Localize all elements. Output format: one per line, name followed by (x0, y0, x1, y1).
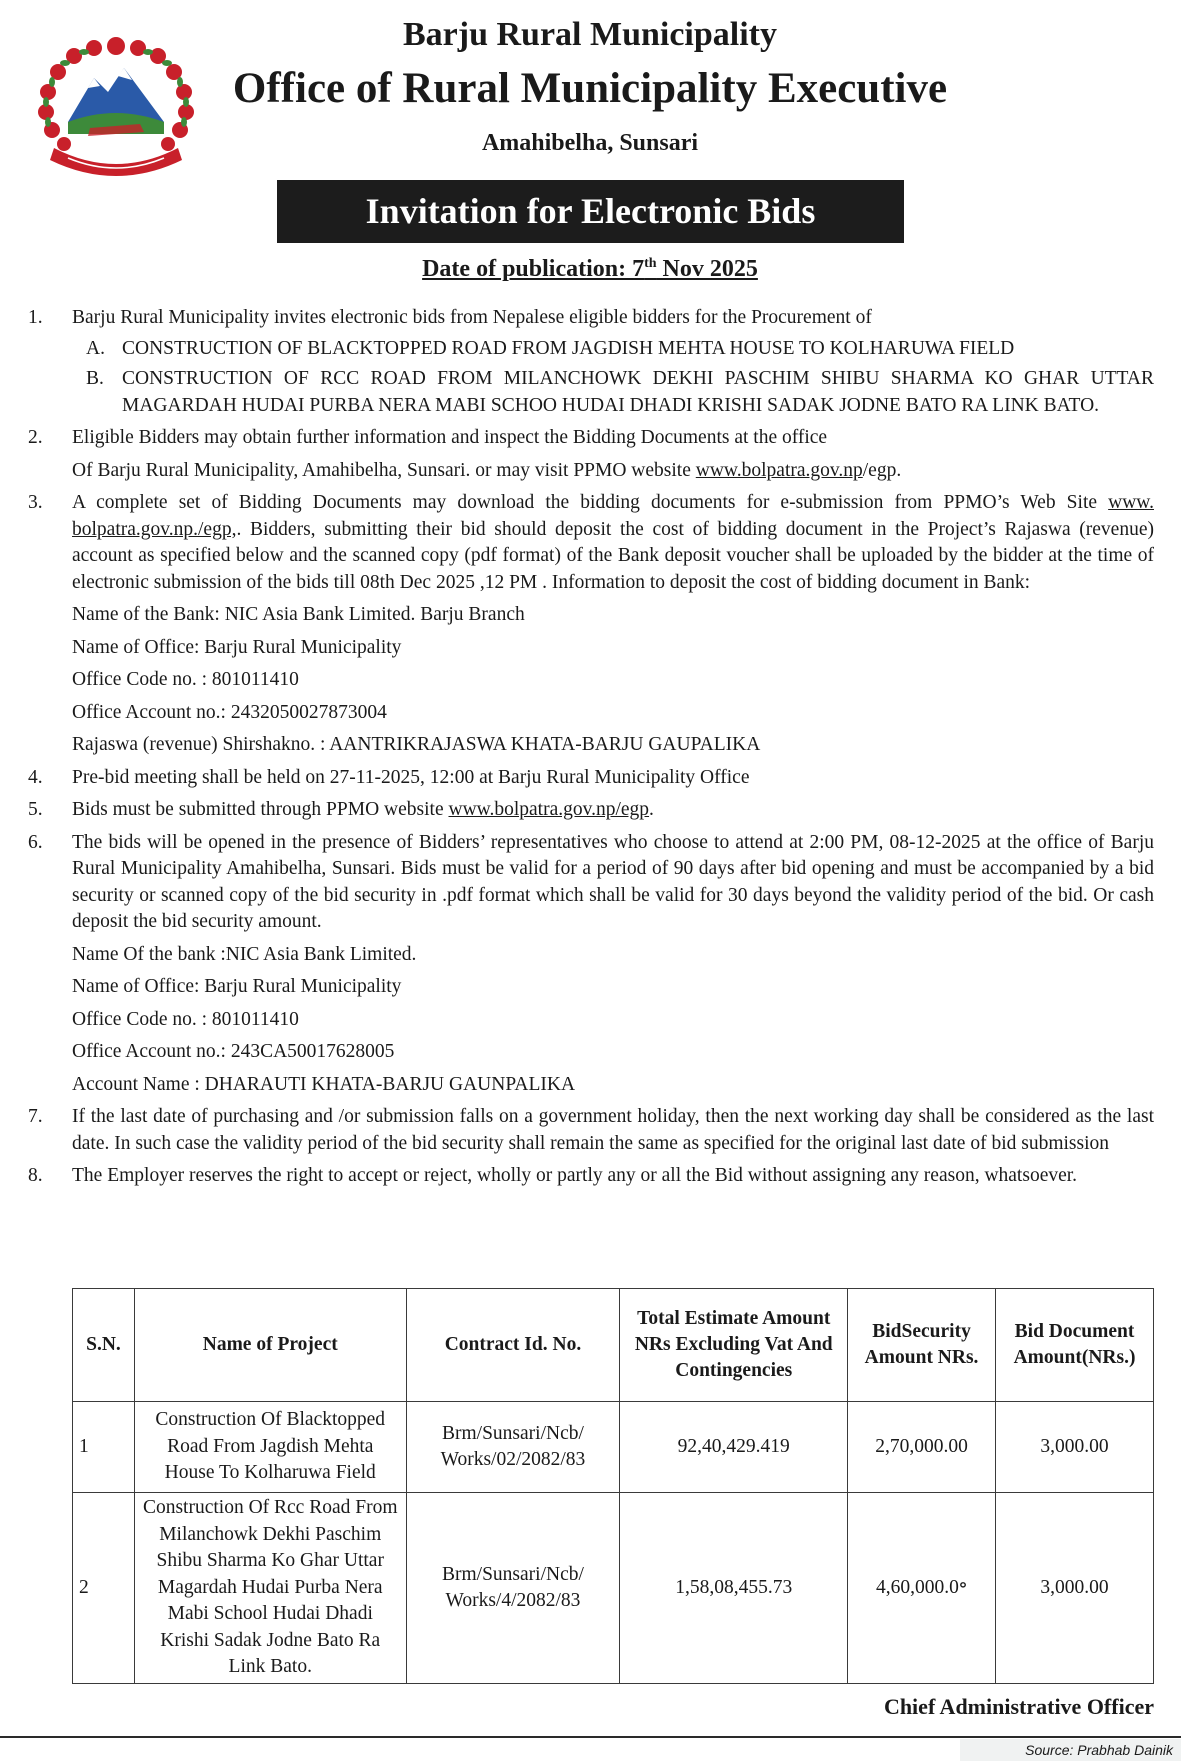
item-number: 4. (28, 766, 43, 788)
cell-bid-document: 3,000.00 (996, 1402, 1154, 1493)
office-name: Name of Office: Barju Rural Municipality (72, 976, 402, 997)
item-text-line2 (72, 458, 1154, 485)
notice-title: Invitation for Electronic Bids (277, 180, 904, 243)
notice-item-5 (28, 797, 1154, 824)
header-contract-id: Contract Id. No. (406, 1289, 620, 1402)
item-text: /egp. (862, 459, 902, 481)
notice-body (28, 305, 1154, 1196)
nepal-government-emblem-icon (28, 30, 204, 186)
project-a (72, 336, 1154, 363)
bank-name: Name of the Bank: NIC Asia Bank Limited. Barju Branch (72, 604, 525, 625)
table-header-row (73, 1289, 1154, 1402)
notice-item-2 (28, 425, 1154, 484)
header-sn: S.N. (73, 1289, 135, 1402)
item-text: The Employer reserves the right to accept or reject, wholly or partly any or all the Bid without assigning any reason, whatsoever. (72, 1165, 1078, 1186)
signature-title: Chief Administrative Officer (883, 1694, 1154, 1719)
item-number: 3. (28, 492, 43, 513)
project-title: CONSTRUCTION OF RCC ROAD FROM MILANCHOWK DEKHI PASCHIM SHIBU SHARMA KO GHAR UTTAR MAGARDAH HUDAI PURBA NERA MABI SCHOO HUDAI DHADI KRISHI SADAK JODNE BATO RA LINK BATO. (122, 368, 1154, 416)
item-number: 6. (28, 831, 43, 853)
project-title: CONSTRUCTION OF BLACKTOPPED ROAD FROM JAGDISH MEHTA HOUSE TO KOLHARUWA FIELD (122, 337, 1015, 359)
item-text: . (649, 799, 654, 820)
publication-date-suffix: th (644, 256, 657, 271)
bottom-rule (0, 1736, 1181, 1738)
ppmo-website-link[interactable]: www.bolpatra.gov.np (695, 459, 863, 481)
item-number: 8. (28, 1165, 43, 1186)
item-text: Barju Rural Municipality invites electronic bids from Nepalese eligible bidders for the Procurement of (72, 307, 872, 328)
item-text: . Bidders, submitting their bid should deposit the cost of bidding document in the Project’s Rajaswa (revenue) account as specified below and the scanned copy (pdf format) of the Bank deposit voucher shall be uploaded by the bidder at the time of electronic submission of the bids till 08th Dec 2025 ,12 PM . Information to deposit the cost of bidding document in Bank: (72, 518, 1154, 593)
cell-contract-id: Brm/Sunsari/Ncb/ Works/4/2082/83 (406, 1493, 620, 1684)
cell-sn: 1 (73, 1402, 135, 1493)
publication-date (340, 256, 840, 283)
ppmo-website-link[interactable]: www. bolpatra.gov.np./egp, (72, 492, 1154, 540)
item-number: 1. (28, 307, 43, 328)
account-name: Account Name : DHARAUTI KHATA-BARJU GAUNPALIKA (72, 1073, 576, 1095)
item-number: 2. (28, 427, 43, 448)
project-b (72, 366, 1154, 419)
notice-item-6 (28, 830, 1154, 936)
office-title: Office of Rural Municipality Executive (232, 65, 948, 112)
bid-table (72, 1288, 1154, 1684)
publication-date-rest: Nov 2025 (656, 256, 758, 282)
item-text: If the last date of purchasing and /or submission falls on a government holiday, then the next working day shall be considered as the last date. In such case the validity period of the bid security shall remain the same as specified for the original last date of bid submission (72, 1106, 1154, 1154)
office-location: Amahibelha, Sunsari (481, 130, 699, 156)
office-name: Name of Office: Barju Rural Municipality (72, 636, 402, 658)
office-code: Office Code no. : 801011410 (72, 669, 299, 690)
header-project-name: Name of Project (134, 1289, 406, 1402)
notice-item-1 (28, 305, 1154, 419)
cell-project-name: Construction Of Blacktopped Road From Jagdish Mehta House To Kolharuwa Field (134, 1402, 406, 1493)
cell-contract-id: Brm/Sunsari/Ncb/ Works/02/2082/83 (406, 1402, 620, 1493)
item-text: Of Barju Rural Municipality, Amahibelha, Sunsari. or may visit PPMO website (72, 459, 696, 481)
cell-total-estimate: 92,40,429.419 (620, 1402, 848, 1493)
office-account: Office Account no.: 243CA50017628005 (72, 1041, 395, 1062)
rajaswa-heading: Rajaswa (revenue) Shirshakno. : AANTRIKRAJASWA KHATA-BARJU GAUPALIKA (72, 734, 761, 755)
notice-item-4 (28, 765, 1154, 792)
publication-date-label: Date of publication: 7 (422, 256, 645, 282)
cell-project-name: Construction Of Rcc Road From Milanchowk Dekhi Paschim Shibu Sharma Ko Ghar Uttar Magardah Hudai Purba Nera Mabi School Hudai Dhadi Krishi Sadak Jodne Bato Ra Link Bato. (134, 1493, 406, 1684)
cell-bid-security: 2,70,000.00 (848, 1402, 996, 1493)
bank-name: Name Of the bank :NIC Asia Bank Limited. (72, 943, 417, 965)
item-number: 7. (28, 1106, 43, 1127)
project-letter: B. (86, 368, 104, 389)
item-text: The bids will be opened in the presence of Bidders’ representatives who choose to attend at 2:00 PM, 08-12-2025 at the office of Barju Rural Municipality Amahibelha, Sunsari. Bids must be valid for a period of 90 days after bid opening and must be accompanied by a bid security or scanned copy of the bid security in .pdf format which shall be valid for 30 days beyond the validity period of the bid. Or cash deposit the bid security amount. (72, 831, 1154, 932)
item-number: 5. (28, 799, 43, 820)
table-row (73, 1493, 1154, 1684)
cell-sn: 2 (73, 1493, 135, 1684)
item-text: Bids must be submitted through PPMO website (72, 799, 449, 820)
project-letter: A. (86, 337, 105, 359)
item-text: A complete set of Bidding Documents may download the bidding documents for e-submission from PPMO’s Web Site (72, 492, 1109, 513)
municipality-name: Barju Rural Municipality (402, 16, 778, 53)
table-row (73, 1402, 1154, 1493)
source-credit: Source: Prabhab Dainik (960, 1739, 1181, 1761)
office-code: Office Code no. : 801011410 (72, 1008, 299, 1030)
ppmo-website-link[interactable]: www.bolpatra.gov.np/egp (448, 799, 650, 820)
header-bid-security: BidSecurity Amount NRs. (848, 1289, 996, 1402)
cell-bid-security: 4,60,000.0॰ (848, 1493, 996, 1684)
notice-item-3 (28, 490, 1154, 596)
cell-bid-document: 3,000.00 (996, 1493, 1154, 1684)
cell-total-estimate: 1,58,08,455.73 (620, 1493, 848, 1684)
notice-item-7 (28, 1104, 1154, 1157)
header-total-estimate: Total Estimate Amount NRs Excluding Vat And Contingencies (620, 1289, 848, 1402)
item-text: Pre-bid meeting shall be held on 27-11-2025, 12:00 at Barju Rural Municipality Office (72, 766, 750, 788)
notice-item-8 (28, 1163, 1154, 1190)
office-account: Office Account no.: 2432050027873004 (72, 701, 387, 723)
item-text: Eligible Bidders may obtain further information and inspect the Bidding Documents at the office (72, 427, 828, 448)
header-bid-document: Bid Document Amount(NRs.) (996, 1289, 1154, 1402)
